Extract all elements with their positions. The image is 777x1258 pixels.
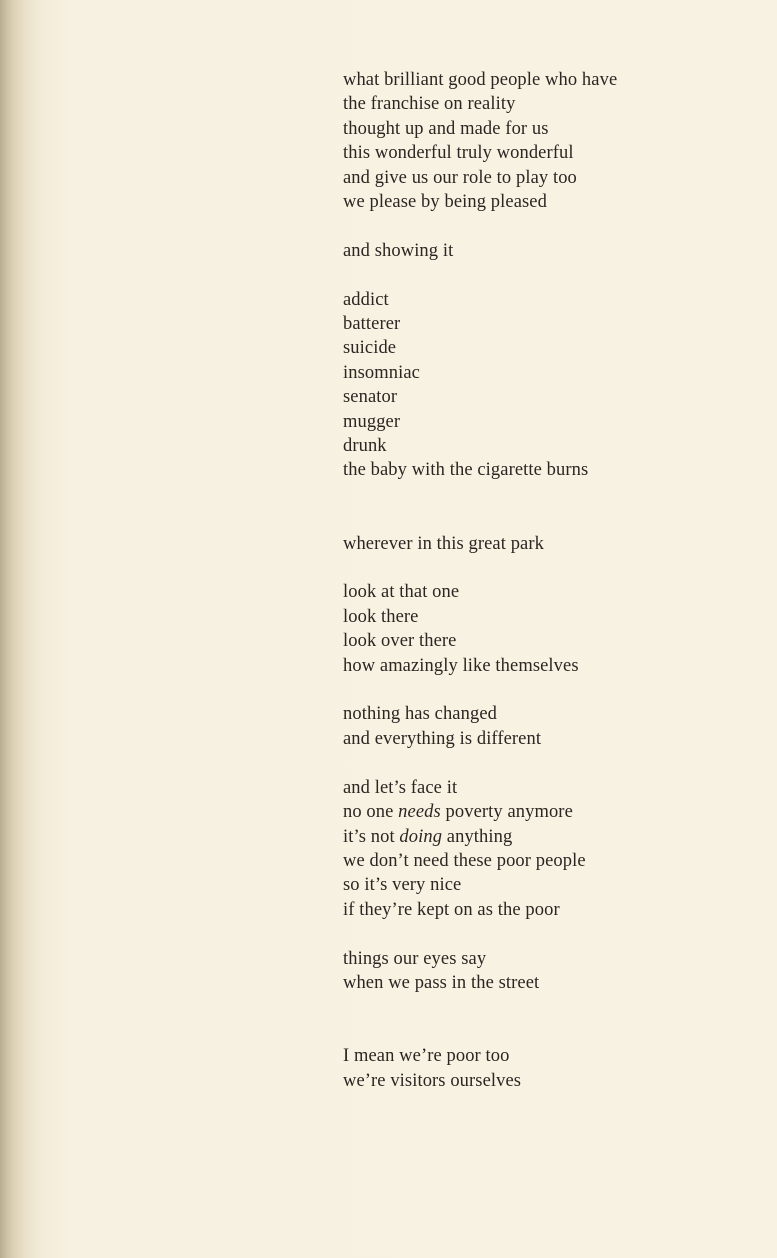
poem-line: and showing it xyxy=(343,240,454,261)
stanza xyxy=(343,239,763,263)
poem-line: drunk xyxy=(343,436,387,457)
stanza xyxy=(343,532,763,556)
poem-line: this wonderful truly wonderful xyxy=(343,143,574,164)
poem-line: I mean we’re poor too xyxy=(343,1046,510,1067)
poem-line: insomniac xyxy=(343,362,420,383)
poem-line: addict xyxy=(343,289,389,310)
line-segment: no one xyxy=(343,802,399,823)
poem-line: the franchise on reality xyxy=(343,94,516,115)
poem-line: mugger xyxy=(343,411,401,432)
poem-line: we don’t need these poor people xyxy=(343,850,586,871)
poem-line: things our eyes say xyxy=(343,948,487,969)
stanza xyxy=(343,580,763,678)
poem-line: if they’re kept on as the poor xyxy=(343,899,560,920)
poem-line: and give us our role to play too xyxy=(343,167,577,188)
line-segment: it’s not xyxy=(343,826,400,847)
poem-line: suicide xyxy=(343,338,397,359)
poem-line: what brilliant good people who have xyxy=(343,70,618,90)
poem-line: look over there xyxy=(343,631,457,652)
poem-line xyxy=(343,800,763,824)
line-segment: poverty anymore xyxy=(440,802,573,823)
stanza xyxy=(343,776,763,922)
poem-line: look at that one xyxy=(343,582,460,603)
stanza xyxy=(343,1044,763,1093)
stanza xyxy=(343,288,763,483)
poem-line: senator xyxy=(343,387,398,408)
stanza xyxy=(343,947,763,996)
emphasized-word: needs xyxy=(398,802,441,823)
poem-line: when we pass in the street xyxy=(343,972,540,993)
poem-line: look there xyxy=(343,606,419,627)
poem-text xyxy=(343,68,763,1117)
poem-line: and let’s face it xyxy=(343,777,458,798)
poem-line xyxy=(343,825,763,849)
poem-line: the baby with the cigarette burns xyxy=(343,460,589,481)
stanza xyxy=(343,702,763,751)
line-segment: anything xyxy=(442,826,513,847)
poem-line: we please by being pleased xyxy=(343,192,547,213)
poem-line: how amazingly like themselves xyxy=(343,655,579,676)
poem-line: and everything is different xyxy=(343,728,542,749)
emphasized-word: doing xyxy=(399,826,443,847)
poem-line: we’re visitors ourselves xyxy=(343,1070,522,1091)
poem-line: thought up and made for us xyxy=(343,118,549,139)
stanza xyxy=(343,68,763,214)
poem-line: batterer xyxy=(343,314,401,335)
poem-line: wherever in this great park xyxy=(343,533,544,554)
poem-line: nothing has changed xyxy=(343,704,497,725)
poem-line: so it’s very nice xyxy=(343,875,462,896)
